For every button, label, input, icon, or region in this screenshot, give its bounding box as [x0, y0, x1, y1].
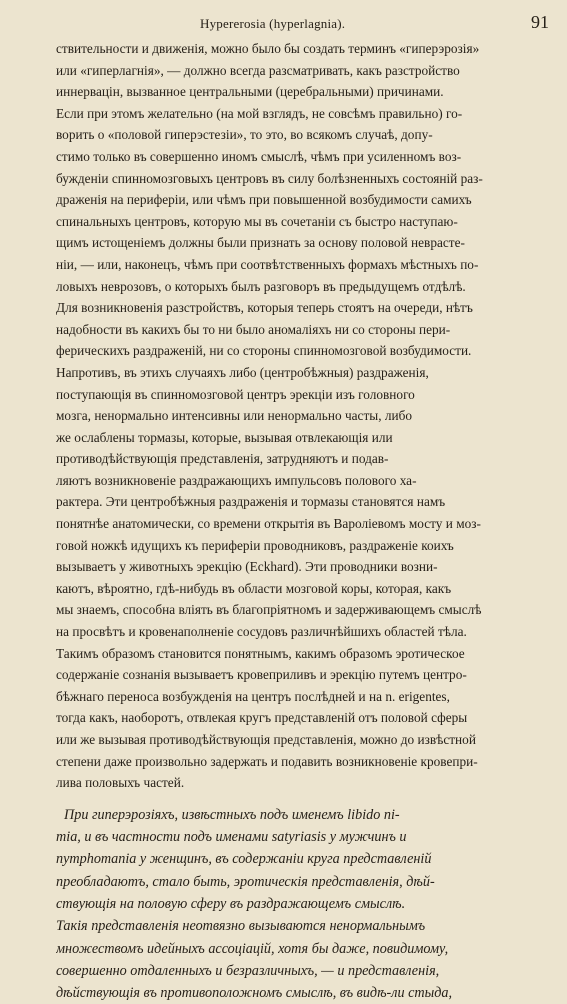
text-line: мы знаемъ, способна вліять въ благопріятномъ и задерживающемъ смыслѣ: [56, 602, 482, 618]
text-line: nymphomania у женщинъ, въ содержаніи круга представленій: [56, 851, 432, 868]
text-line: бужденіи спинномозговыхъ центровъ въ силу болѣзненныхъ состояній раз-: [56, 170, 483, 186]
text-line: надобности въ какихъ бы то ни было аномаліяхъ ни со стороны пери-: [56, 321, 451, 337]
text-line: на просвѣтъ и кровенаполненіе сосудовъ различнѣйшихъ областей тѣла.: [56, 624, 467, 640]
text-line: ловыхъ неврозовъ, о которыхъ былъ разговоръ въ предыдущемъ отдѣлѣ.: [56, 278, 466, 294]
text-line: щимъ истощеніемъ должны были признать за основу половой неврасте-: [56, 235, 465, 251]
text-line: При гиперэрозіяхъ, извѣстныхъ подъ именемъ libido ni-: [64, 806, 400, 823]
text-line: или «гиперлагнія», — должно всегда разсматривать, какъ разстройство: [56, 62, 460, 78]
text-line: степени даже произвольно задержать и подавить возникновеніе кровепри-: [56, 753, 478, 769]
text-line: ствительности и движенія, можно было бы создать терминъ «гиперэрозія»: [56, 41, 480, 56]
text-line: множествомъ идейныхъ ассоціацій, хотя бы даже, повидимому,: [56, 940, 449, 957]
paragraph-2: [56, 804, 536, 1004]
page-number: 91: [531, 12, 549, 32]
text-line: преобладаютъ, стало быть, эротическія представленія, дѣй-: [56, 873, 435, 890]
text-line: Такимъ образомъ становится понятнымъ, какимъ образомъ эротическое: [56, 645, 465, 661]
text-line: лива половыхъ частей.: [56, 775, 185, 791]
text-line: говой ножкѣ идущихъ къ периферіи проводниковъ, раздраженіе коихъ: [56, 537, 454, 553]
text-line: бѣжнаго переноса возбужденія на центръ послѣдней и на n. erigentes,: [56, 688, 450, 704]
running-title: Hypererosia (hyperlagnia).: [200, 16, 346, 31]
text-line: понятнѣе анатомически, со времени открытія въ Вароліевомъ мосту и моз-: [56, 516, 481, 532]
text-line: каютъ, вѣроятно, гдѣ-нибудь въ области мозговой коры, которая, какъ: [56, 580, 452, 596]
text-line: противодѣйствующія представленія, затрудняютъ и подав-: [56, 451, 389, 467]
text-line: Если при этомъ желательно (на мой взглядъ, не совсѣмъ правильно) го-: [56, 105, 463, 121]
text-line: дѣйствующія въ противоположномъ смыслѣ, въ видѣ-ли стыда,: [56, 985, 453, 1002]
text-line: стимо только въ совершенно иномъ смыслѣ, чѣмъ при усиленномъ воз-: [56, 148, 462, 164]
text-line: мозга, ненормально интенсивны или ненормально часты, либо: [56, 408, 413, 424]
text-line: mia, и въ частности подъ именами satyriasis у мужчинъ и: [56, 829, 407, 846]
text-line: Такія представленія неотвязно вызываются ненормальнымъ: [56, 918, 426, 935]
text-line: Для возникновенія разстройствъ, которыя теперь стоятъ на очереди, нѣтъ: [56, 300, 473, 316]
text-line: тогда какъ, наоборотъ, отвлекая кругъ представленій отъ половой сферы: [56, 710, 468, 726]
text-line: драженія на периферіи, или чѣмъ при повышенной возбудимости самихъ: [56, 192, 472, 208]
body-text: [56, 38, 536, 1004]
text-line: вызываетъ у животныхъ эрекцію (Eckhard). Эти проводники возни-: [56, 559, 438, 575]
text-line: Напротивъ, въ этихъ случаяхъ либо (центробѣжныя) раздраженія,: [56, 364, 429, 380]
text-line: совершенно отдаленныхъ и безразличныхъ, — и представленія,: [56, 962, 440, 979]
text-line: поступающія въ спинномозговой центръ эрекціи изъ головного: [56, 386, 415, 402]
paragraph-1: [56, 38, 536, 794]
text-line: или же вызывая противодѣйствующія представленія, можно до извѣстной: [56, 732, 476, 747]
text-line: ніи, — или, наконецъ, чѣмъ при соотвѣтственныхъ формахъ мѣстныхъ по-: [56, 256, 479, 272]
text-line: же ослаблены тормазы, которые, вызывая отвлекающія или: [56, 429, 393, 445]
text-line: ворить о «половой гиперэстезіи», то это, во всякомъ случаѣ, допу-: [56, 127, 433, 143]
text-line: спинальныхъ центровъ, которую мы въ сочетаніи съ быстро наступаю-: [56, 213, 458, 229]
text-line: иннервацін, вызванное центральными (церебральными) причинами.: [56, 84, 444, 100]
text-line: рактера. Эти центробѣжныя раздраженія и тормазы становятся намъ: [56, 494, 446, 510]
text-line: содержаніе сознанія вызываетъ кровеприливъ и эрекцію путемъ центро-: [56, 667, 467, 683]
text-line: ферическихъ раздраженій, ни со стороны спинномозговой возбудимости.: [56, 343, 472, 359]
running-header: [0, 10, 567, 38]
text-line: ляютъ возникновеніе раздражающихъ импульсовъ полового ха-: [56, 472, 417, 488]
text-line: ствующія на половую сферу въ раздражающемъ смыслѣ.: [56, 895, 406, 912]
